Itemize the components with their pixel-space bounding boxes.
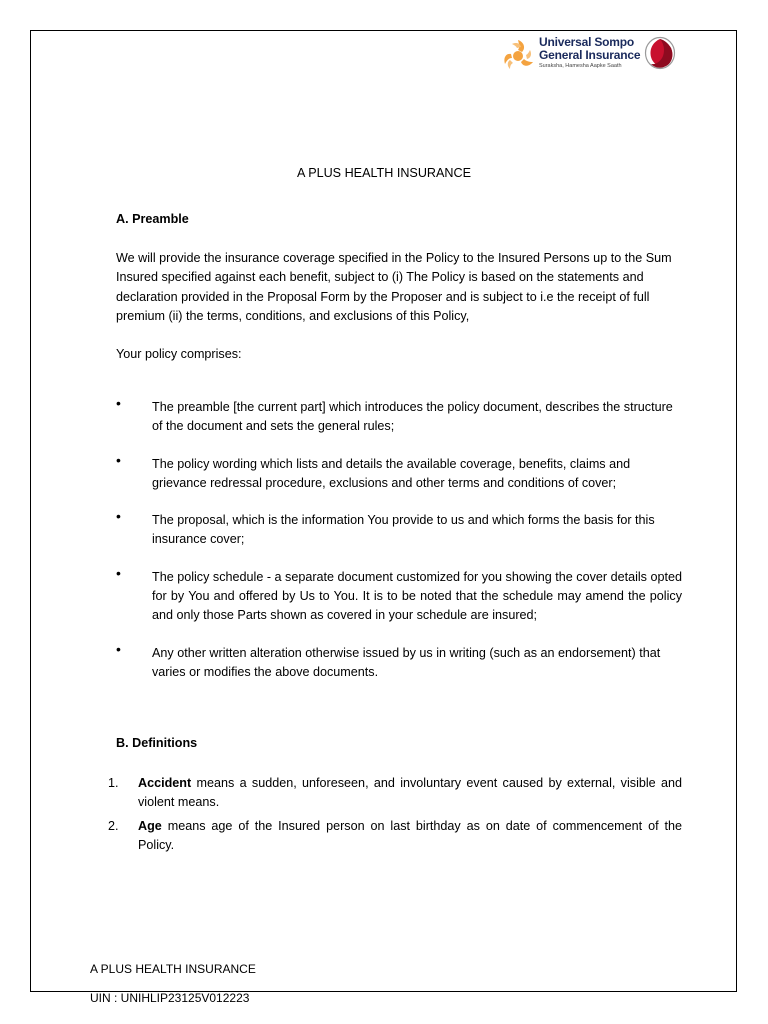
bullet-icon: • <box>116 395 121 411</box>
logo-line-2: General Insurance <box>539 48 641 62</box>
list-item: • The policy schedule - a separate document customized for you showing the cover details opted for by You and offered by Us to You. It is to be noted that the schedule may amend the policy and only those Parts shown as covered in your schedule are insured; <box>116 564 682 623</box>
bullet-icon: • <box>116 564 121 581</box>
list-item: • The policy wording which lists and details the available coverage, benefits, claims and grievance redressal procedure, exclusions and other terms and conditions of cover; <box>116 451 631 490</box>
logo-line-1: Universal Sompo <box>539 35 635 49</box>
triskelion-logo-icon <box>500 38 536 74</box>
definition-number: 2. <box>108 818 119 833</box>
preamble-paragraph: We will provide the insurance coverage specified in the Policy to the Insured Persons up to the Sum Insured specified against each benefit, subject to (i) The Policy is based on the statements and declaration provided in the Proposal Form by the Proposer and is subject to i.e the receipt of full premium (ii) the terms, conditions, and exclusions of this Policy, <box>116 251 672 323</box>
bullet-icon: • <box>116 451 121 468</box>
bullet-icon: • <box>116 508 121 525</box>
definition-term: Accident <box>138 776 192 790</box>
logo-tagline: Suraksha, Hamesha Aapke Saath <box>539 63 622 69</box>
company-logo <box>500 34 680 74</box>
definitions-heading: B. Definitions <box>116 736 198 750</box>
definitions-list <box>104 774 682 859</box>
definition-text: means a sudden, unforeseen, and involuntary event caused by external, visible and violent means. <box>138 776 682 810</box>
definition-number: 1. <box>108 776 119 790</box>
footer-uin: UIN : UNIHLIP23125V012223 <box>90 991 250 1005</box>
list-item: • The preamble [the current part] which introduces the policy document, describes the structure of the document and sets the general rules; <box>116 395 673 434</box>
policy-comprises-label: Your policy comprises: <box>116 347 242 361</box>
definition-term: Age <box>138 818 162 833</box>
definition-text: means age of the Insured person on last birthday as on date of commencement of the Policy. <box>138 818 682 852</box>
bullet-icon: • <box>116 640 121 657</box>
preamble-heading: A. Preamble <box>116 212 189 226</box>
definition-item <box>104 817 682 856</box>
red-circle-emblem-icon <box>644 36 676 70</box>
logo-wordmark <box>539 36 640 62</box>
footer-title: A PLUS HEALTH INSURANCE <box>90 962 256 976</box>
list-item: • The proposal, which is the information You provide to us and which forms the basis for this insurance cover; <box>116 508 655 547</box>
policy-components-list <box>116 395 682 700</box>
document-title: A PLUS HEALTH INSURANCE <box>296 166 472 180</box>
definition-item <box>104 774 682 813</box>
list-item: • Any other written alteration otherwise issued by us in writing (such as an endorsement) that varies or modifies the above documents. <box>116 640 661 679</box>
